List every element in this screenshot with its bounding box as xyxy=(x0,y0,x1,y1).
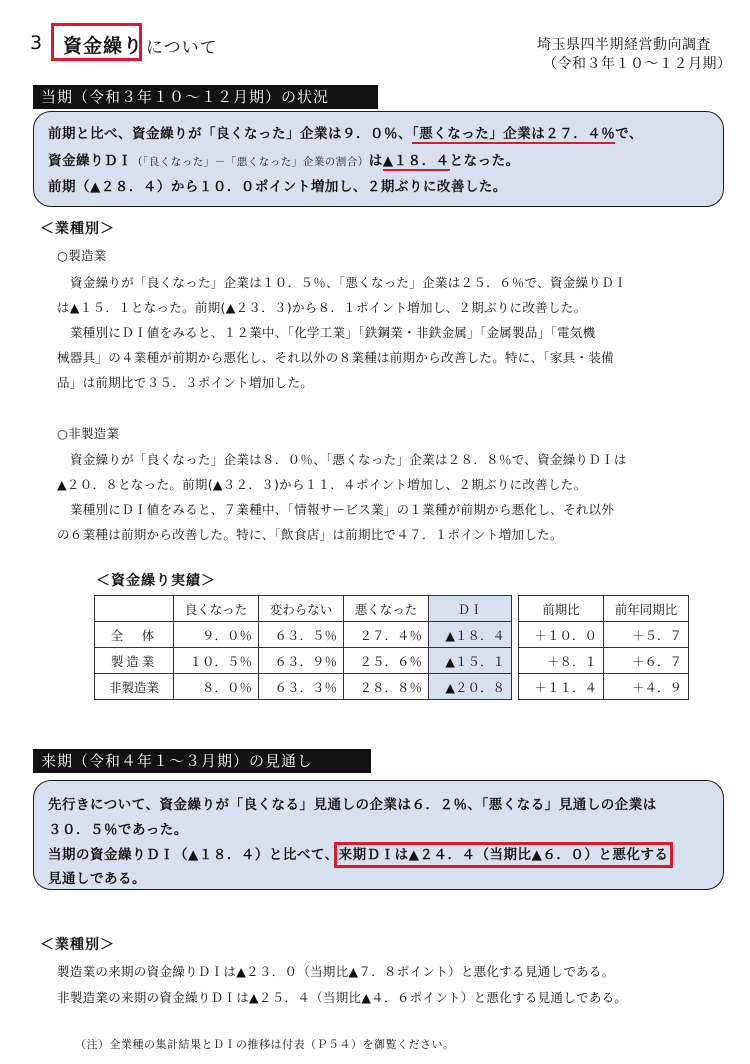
summary-highlight-di: ▲１８．４ xyxy=(382,153,450,169)
table-cell-di: ▲２０．８ xyxy=(429,674,512,700)
manufacturing-text-line: 械器具」の４業種が前期から悪化し、それ以外の８業種は前期から改善した。特に、「家具・装備 xyxy=(57,350,614,365)
table-header: 良くなった xyxy=(174,596,259,622)
table-header: 前期比 xyxy=(519,596,604,622)
manufacturing-text-line: 資金繰りが「良くなった」企業は１０．５％、「悪くなった」企業は２５．６％で、資金繰りＤＩ xyxy=(70,275,627,290)
summary-text: 前期と比べ、資金繰りが「良くなった」企業は９．０％、 xyxy=(48,126,412,142)
table-header-di: ＤＩ xyxy=(429,596,512,622)
next-non-manufacturing-line: 非製造業の来期の資金繰りＤＩは▲２５．４（当期比▲４．６ポイント）と悪化する見通しである。 xyxy=(57,990,628,1005)
table-gap xyxy=(512,674,519,700)
table-cell: ＋８．１ xyxy=(519,648,604,674)
summary-text: となった。 xyxy=(449,153,520,169)
table-cell: ６３．３％ xyxy=(259,674,344,700)
table-row xyxy=(95,674,689,700)
table-cell: ２５．６％ xyxy=(344,648,429,674)
next-period-banner: 来期（令和４年１～３月期）の見通し xyxy=(33,749,371,773)
table-cell: １０．５％ xyxy=(174,648,259,674)
next-summary-line-4: 見通しである。 xyxy=(48,871,146,887)
by-industry-heading: ＜業種別＞ xyxy=(40,221,115,237)
next-di-highlight: 来期ＤＩは▲２４．４（当期比▲６．０）と悪化する xyxy=(338,847,669,863)
survey-period: （令和３年１０～１２月期） xyxy=(543,56,732,72)
section-number: 3 xyxy=(30,32,43,54)
footnote: （注）全業種の集計結果とＤＩの推移は付表（Ｐ５４）を御覧ください。 xyxy=(75,1038,455,1051)
survey-name: 埼玉県四半期経営動向調査 xyxy=(537,37,711,53)
table-cell: ＋６．７ xyxy=(604,648,689,674)
non-manufacturing-text-line: 資金繰りが「良くなった」企業は８．０％、「悪くなった」企業は２８．８％で、資金繰りＤＩは xyxy=(70,452,627,467)
non-manufacturing-text-line: 業種別にＤＩ値をみると、７業種中、「情報サービス業」の１業種が前期から悪化し、それ以外 xyxy=(70,502,615,517)
non-manufacturing-text-line: の６業種は前期から改善した。特に、「飲食店」は前期比で４７．１ポイント増加した。 xyxy=(57,527,563,542)
table-header: 変わらない xyxy=(259,596,344,622)
table-caption: ＜資金繰り実績＞ xyxy=(96,573,216,589)
table-cell: ６３．９％ xyxy=(259,648,344,674)
table-row-label: 製造業 xyxy=(95,648,174,674)
table-gap xyxy=(512,622,519,648)
table-header-row xyxy=(95,596,689,622)
next-summary-line-1: 先行きについて、資金繰りが「良くなる」見通しの企業は６．２％、「悪くなる」見通しの企業は xyxy=(48,797,657,813)
current-summary-line-3: 前期（▲２８．４）から１０．０ポイント増加し、２期ぶりに改善した。 xyxy=(48,179,507,195)
next-manufacturing-line: 製造業の来期の資金繰りＤＩは▲２３．０（当期比▲７．８ポイント）と悪化する見通しである。 xyxy=(57,964,615,979)
current-period-banner: 当期（令和３年１０～１２月期）の状況 xyxy=(33,85,378,109)
manufacturing-text-line: 業種別にＤＩ値をみると、１２業中、「化学工業」「鉄鋼業・非鉄金属」「金属製品」「電気機 xyxy=(70,325,596,340)
non-manufacturing-label: ○非製造業 xyxy=(57,426,120,441)
table-gap xyxy=(512,648,519,674)
cash-flow-results-table xyxy=(94,595,689,700)
table-cell: ２８．８％ xyxy=(344,674,429,700)
table-cell: ９．０％ xyxy=(174,622,259,648)
summary-highlight-worse: 「悪くなった」企業は２７．４％ xyxy=(412,126,616,142)
table-cell: ８．０％ xyxy=(174,674,259,700)
next-summary-line-2: ３０．５％であった。 xyxy=(48,822,188,838)
table-row xyxy=(95,648,689,674)
summary-text: で、 xyxy=(615,126,643,142)
non-manufacturing-text-line: ▲２０．８となった。前期(▲３２．３)から１１．４ポイント増加し、２期ぶりに改善した。 xyxy=(57,477,587,492)
section-title-suffix: について xyxy=(146,38,218,58)
table-cell: ＋５．７ xyxy=(604,622,689,648)
manufacturing-text-line: は▲１５．１となった。前期(▲２３．３)から８．１ポイント増加し、２期ぶりに改善した。 xyxy=(57,300,587,315)
summary-text: 当期の資金繰りＤＩ（▲１８．４）と比べて、 xyxy=(48,847,339,863)
summary-text: は xyxy=(368,153,383,169)
table-row-label: 全 体 xyxy=(95,622,174,648)
current-summary-line-1 xyxy=(48,122,643,142)
next-summary-line-3 xyxy=(48,843,668,863)
table-gap xyxy=(512,596,519,622)
table-header: 悪くなった xyxy=(344,596,429,622)
table-cell-di: ▲１５．１ xyxy=(429,648,512,674)
table-cell: ６３．５％ xyxy=(259,622,344,648)
summary-text: 資金繰りＤＩ xyxy=(48,153,132,169)
current-summary-line-2 xyxy=(48,149,520,169)
section-title: 資金繰り xyxy=(63,35,144,57)
current-summary-box xyxy=(33,111,724,207)
table-cell: ＋４．９ xyxy=(604,674,689,700)
next-summary-box xyxy=(33,780,724,890)
table-cell: ＋１０．０ xyxy=(519,622,604,648)
manufacturing-text-line: 品」は前期比で３５．３ポイント増加した。 xyxy=(57,375,314,390)
table-cell: ２７．４％ xyxy=(344,622,429,648)
next-by-industry-heading: ＜業種別＞ xyxy=(40,937,115,953)
table-header xyxy=(95,596,174,622)
table-row xyxy=(95,622,689,648)
manufacturing-label: ○製造業 xyxy=(57,248,107,263)
di-definition: （「良くなった」－「悪くなった」企業の割合） xyxy=(132,156,369,168)
table-cell: ＋１１．４ xyxy=(519,674,604,700)
table-cell-di: ▲１８．４ xyxy=(429,622,512,648)
table-row-label: 非製造業 xyxy=(95,674,174,700)
table-header: 前年同期比 xyxy=(604,596,689,622)
